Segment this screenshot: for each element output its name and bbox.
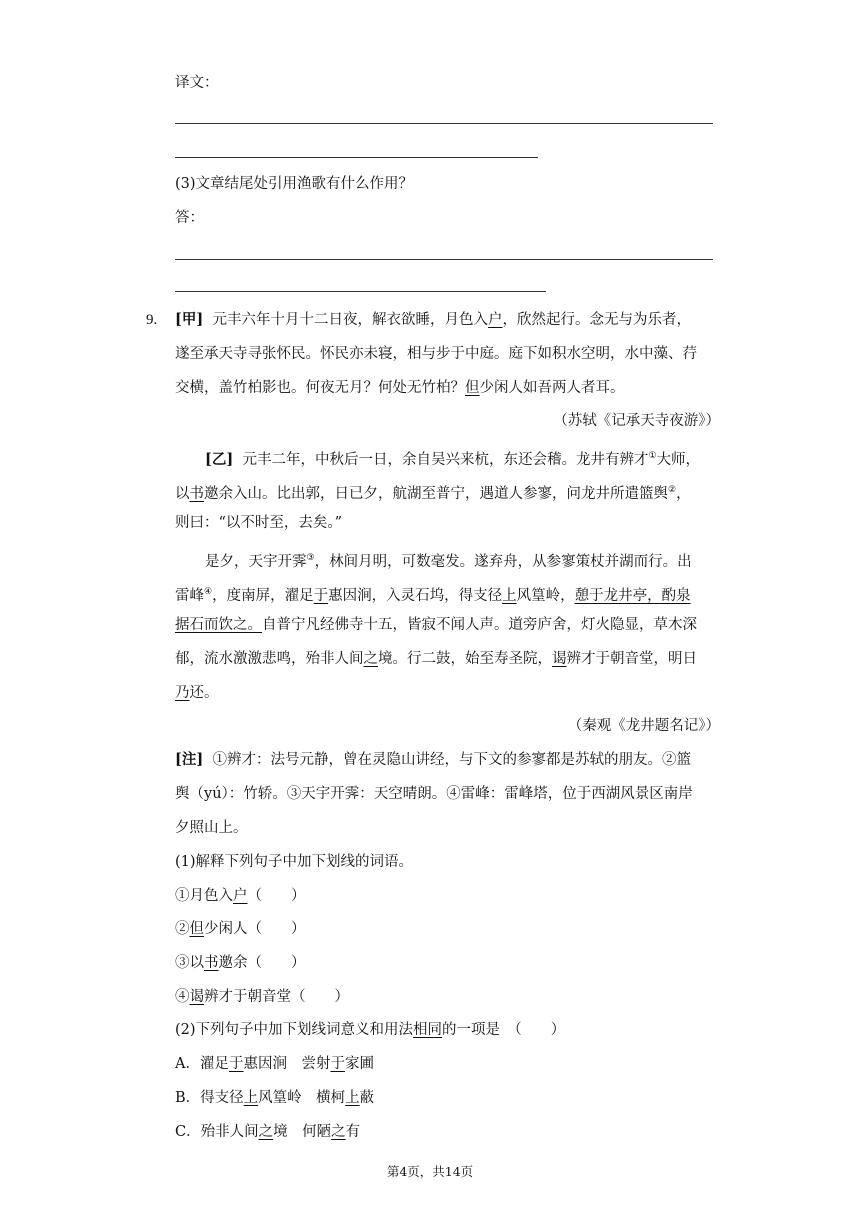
answer-label: 答： [175, 210, 204, 226]
source-citation: （秦观《龙井题名记》） [567, 718, 720, 734]
passage-yi-line: 据石而饮之。自普宁凡经佛寺十五，皆寂不闻人声。道旁庐舍，灯火隐显，草木深 [175, 617, 697, 633]
underlined-sentence: 憩于龙井亭，酌泉 [574, 588, 691, 604]
passage-yi-line: 乃还。 [175, 685, 219, 701]
vocab-item: ②但少闲人（ ） [175, 921, 306, 937]
question-9-2: (2)下列句子中加下划线词意义和用法相同的一项是 （ ） [175, 1022, 566, 1038]
passage-yi-line: 郁，流水激激悲鸣，殆非人间之境。行二鼓，始至寿圣院，谒辨才于朝音堂，明日 [175, 651, 697, 667]
underlined-sentence: 据石而饮之。 [175, 617, 262, 633]
underlined-word: 谒 [552, 651, 567, 667]
passage-jia-line: 交横，盖竹柏影也。何夜无月？何处无竹柏？但少闲人如吾两人者耳。 [175, 380, 625, 396]
answer-line [175, 157, 538, 158]
source-citation: （苏轼《记承天寺夜游》） [553, 413, 720, 429]
choice-option-c: C．殆非人间之境 何陋之有 [175, 1124, 361, 1140]
underlined-word: 户 [487, 312, 503, 328]
page-footer: 第4页，共14页 [386, 1164, 474, 1179]
underlined-word: 于 [313, 588, 329, 604]
vocab-item: ③以书邀余（ ） [175, 955, 306, 971]
vocab-item: ④谒辨才于朝音堂（ ） [175, 989, 349, 1005]
passage-yi-line: 以书邀余入山。比出郭，日已夕，航湖至普宁，遇道人参寥，问龙井所遣篮舆②， [175, 485, 691, 502]
answer-line [175, 123, 713, 124]
notes-line: [注] ①辨才：法号元静，曾在灵隐山讲经，与下文的参寥都是苏轼的朋友。②篮 [175, 751, 691, 768]
underlined-word: 书 [189, 486, 204, 502]
choice-option-a: A．濯足于惠因涧 尝射于家圃 [175, 1056, 374, 1072]
passage-yi-line: 则曰：“以不时至，去矣。” [175, 515, 343, 531]
question-8-3: (3)文章结尾处引用渔歌有什么作用？ [175, 176, 414, 192]
underlined-word: 之 [363, 651, 378, 667]
choice-option-b: B．得支径上风篁岭 横柯上蔽 [175, 1090, 375, 1106]
passage-jia-line: [甲] 元丰六年十月十二日夜，解衣欲睡，月色入户，欣然起行。念无与为乐者， [175, 311, 691, 328]
notes-line: 舆（yú）：竹轿。③天宇开霁：天空晴朗。④雷峰：雷峰塔，位于西湖风景区南岸 [175, 786, 693, 802]
passage-tag-jia: [甲] [175, 311, 204, 328]
passage-jia-line: 遂至承天寺寻张怀民。怀民亦未寝，相与步于中庭。庭下如积水空明，水中藻、荇 [175, 346, 697, 362]
answer-line [175, 291, 546, 292]
question-number: 9. [146, 312, 158, 328]
underlined-word: 乃 [175, 685, 190, 701]
passage-yi-line: 雷峰④，度南屏，濯足于惠因涧，入灵石坞，得支径上风篁岭，憩于龙井亭，酌泉 [175, 587, 691, 604]
notes-line: 夕照山上。 [175, 820, 248, 836]
question-9-1: (1)解释下列句子中加下划线的词语。 [175, 854, 414, 870]
vocab-item: ①月色入户（ ） [175, 888, 306, 904]
answer-line [175, 259, 713, 260]
passage-yi-line: 是夕，天宇开霁③，林间月明，可数毫发。遂弃舟，从参寥策杖并湖而行。出 [205, 553, 692, 570]
underlined-word: 上 [502, 588, 517, 604]
passage-tag-yi: [乙] [205, 451, 234, 468]
translation-label: 译文： [175, 75, 219, 91]
passage-yi-line: [乙] 元丰二年，中秋后一日，余自吴兴来杭，东还会稽。龙井有辨才①大师， [205, 451, 701, 468]
notes-tag: [注] [175, 751, 204, 768]
underlined-word: 但 [465, 380, 480, 396]
